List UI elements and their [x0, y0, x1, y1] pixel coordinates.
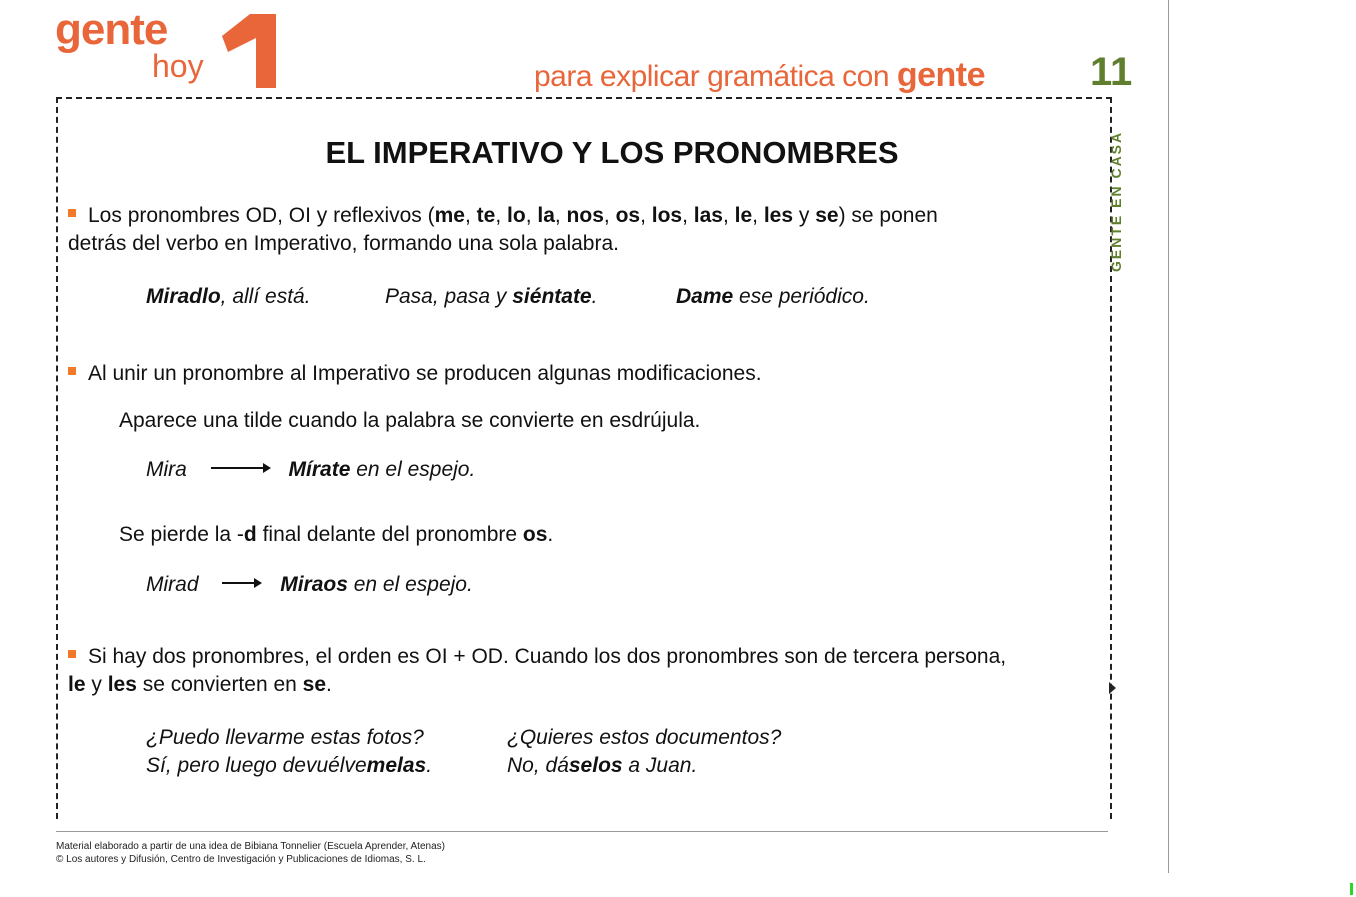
section-2-intro: Al unir un pronombre al Imperativo se producen algunas modificaciones. [68, 360, 762, 388]
pronoun-me: me [434, 204, 465, 227]
page-edge-line [1168, 0, 1169, 873]
rule-d-final: Se pierde la -d final delante del pronombre os. [119, 523, 554, 546]
pronoun-le: le [734, 204, 753, 227]
page-title: EL IMPERATIVO Y LOS PRONOMBRES [325, 135, 899, 170]
bullet-icon [68, 367, 76, 375]
section-1-text: Los pronombres OD, OI y reflexivos (me, te, lo, la, nos, os, los, las, le, les y se) se ponen detrás del verbo en Imperativo, formando una sola palabra. [68, 204, 938, 255]
logo-hoy: hoy [152, 48, 204, 84]
pronoun-la: la [537, 204, 555, 227]
unit-number: 11 [1090, 50, 1133, 94]
section-3-text: Si hay dos pronombres, el orden es OI + OD. Cuando los dos pronombres son de tercera persona, le y les se convierten en se. [68, 645, 1007, 696]
pronoun-lo: lo [507, 204, 526, 227]
footer-line-1: Material elaborado a partir de una idea de Bibiana Tonnelier (Escuela Aprender, Atenas) [56, 841, 445, 852]
arrow-right-icon [222, 582, 260, 584]
pronoun-te: te [476, 204, 496, 227]
example-documentos: ¿Quieres estos documentos? No, dáselos a Juan. [507, 726, 782, 777]
tagline-text: para explicar gramática con [534, 60, 890, 93]
bullet-icon [68, 209, 76, 217]
example-mira: Mira Mírate en el espejo. [146, 458, 476, 481]
footer-line-2: © Los autores y Difusión, Centro de Investigación y Publicaciones de Idiomas, S. L. [56, 854, 426, 865]
example-miradlo: Miradlo, allí está. [146, 285, 311, 308]
pronoun-las: las [693, 204, 723, 227]
arrow-right-icon [211, 467, 269, 469]
pronoun-los: los [651, 204, 683, 227]
logo-number-one [220, 12, 282, 88]
bullet-icon [68, 650, 76, 658]
frame-arrow-icon [1109, 682, 1116, 694]
tagline-brand: gente [896, 56, 986, 94]
example-dame: Dame ese periódico. [676, 285, 870, 308]
footer-credits [56, 840, 445, 866]
pronoun-os: os [615, 204, 641, 227]
example-fotos: ¿Puedo llevarme estas fotos? Sí, pero luego devuélvemelas. [146, 726, 433, 777]
example-mirad: Mirad Miraos en el espejo. [146, 573, 473, 596]
pronoun-nos: nos [566, 204, 604, 227]
side-label: GENTE EN CASA [1108, 130, 1124, 272]
section-1-line2: detrás del verbo en Imperativo, formando una sola palabra. [68, 232, 619, 255]
example-sientate: Pasa, pasa y siéntate. [385, 285, 598, 308]
pronoun-list: me, te, lo, la, nos, os, los, las, le, les y se [434, 204, 839, 227]
logo-gente: gente [55, 5, 168, 54]
scroll-indicator [1350, 883, 1353, 895]
pronoun-les: les [763, 204, 794, 227]
tagline [534, 58, 985, 92]
rule-tilde: Aparece una tilde cuando la palabra se convierte en esdrújula. [119, 409, 701, 432]
footer-divider [56, 831, 1108, 832]
pronoun-se: se [815, 204, 839, 227]
